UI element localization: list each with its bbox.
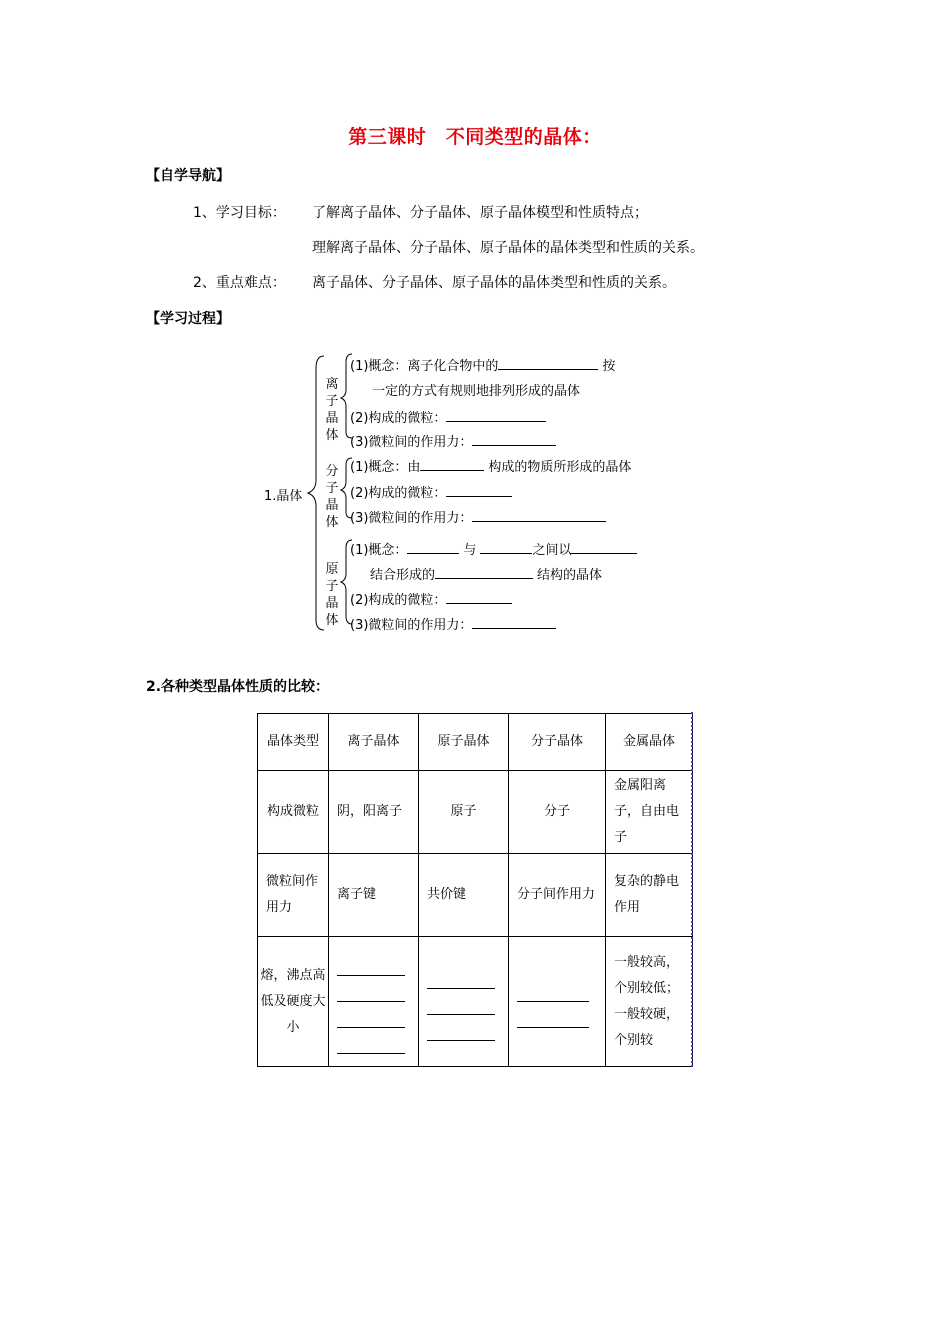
blank-field[interactable] bbox=[472, 614, 556, 629]
table-header-cell: 金属晶体 bbox=[606, 714, 693, 771]
table-header-row bbox=[258, 714, 693, 771]
ionic-crystal-label bbox=[325, 376, 339, 444]
molecular-concept-text: (1)概念：由 bbox=[350, 460, 421, 475]
table-cell-answer-lines[interactable] bbox=[509, 937, 606, 1067]
section-heading-nav: 【自学导航】 bbox=[146, 168, 230, 184]
table-cell: 复杂的静电作用 bbox=[606, 854, 693, 937]
blank-field[interactable] bbox=[446, 482, 512, 497]
atomic-char: 晶 bbox=[325, 596, 339, 611]
table-header-cell: 原子晶体 bbox=[419, 714, 509, 771]
table-cell: 原子 bbox=[419, 771, 509, 854]
table-cell: 分子间作用力 bbox=[509, 854, 606, 937]
atomic-crystal-label bbox=[325, 561, 339, 629]
molecular-char: 晶 bbox=[325, 498, 339, 513]
row-label: 熔，沸点高低及硬度大小 bbox=[258, 937, 329, 1067]
molecular-concept-text-b: 构成的物质所形成的晶体 bbox=[488, 460, 632, 475]
blank-field[interactable] bbox=[480, 539, 532, 554]
blank-field[interactable] bbox=[498, 355, 598, 370]
atomic-char: 体 bbox=[325, 613, 339, 628]
molecular-particles-text: (2)构成的微粒： bbox=[350, 486, 447, 501]
ionic-particles bbox=[350, 407, 546, 426]
table-right-margin-line bbox=[691, 712, 693, 1067]
table-header-cell: 分子晶体 bbox=[509, 714, 606, 771]
blank-field[interactable] bbox=[435, 564, 533, 579]
atomic-concept-line2-text-b: 结构的晶体 bbox=[537, 568, 603, 583]
atomic-concept-text: (1)概念： bbox=[350, 543, 408, 558]
table-cell-answer-lines[interactable] bbox=[419, 937, 509, 1067]
blank-field[interactable] bbox=[571, 539, 637, 554]
ionic-force bbox=[350, 431, 556, 450]
table-cell: 共价键 bbox=[419, 854, 509, 937]
goal-line-1: 了解离子晶体、分子晶体、原子晶体模型和性质特点； bbox=[312, 205, 648, 221]
table-cell: 金属阳离子，自由电子 bbox=[606, 771, 693, 854]
goal-label: 1、学习目标： bbox=[193, 205, 286, 221]
table-cell: 离子键 bbox=[329, 854, 419, 937]
table-row bbox=[258, 771, 693, 854]
atomic-char: 原 bbox=[325, 562, 339, 577]
atomic-concept bbox=[350, 539, 637, 558]
row-label: 构成微粒 bbox=[258, 771, 329, 854]
ionic-char: 晶 bbox=[325, 411, 339, 426]
ionic-char: 子 bbox=[325, 394, 339, 409]
ionic-concept bbox=[350, 355, 615, 374]
atomic-force-text: (3)微粒间的作用力： bbox=[350, 618, 473, 633]
table-header-cell: 离子晶体 bbox=[329, 714, 419, 771]
blank-field[interactable] bbox=[446, 407, 546, 422]
molecular-concept bbox=[350, 456, 631, 475]
page-title: 第三课时 不同类型的晶体： bbox=[348, 126, 602, 148]
table-cell: 分子 bbox=[509, 771, 606, 854]
atomic-force bbox=[350, 614, 556, 633]
molecular-crystal-label bbox=[325, 463, 339, 531]
atomic-concept-text-c: 之间以 bbox=[532, 543, 572, 558]
molecular-force bbox=[350, 507, 606, 526]
atomic-concept-line2 bbox=[370, 564, 602, 583]
molecular-char: 子 bbox=[325, 481, 339, 496]
ionic-concept-line2: 一定的方式有规则地排列形成的晶体 bbox=[372, 384, 581, 399]
blank-field[interactable] bbox=[472, 507, 606, 522]
ionic-char: 离 bbox=[325, 377, 339, 392]
atomic-particles bbox=[350, 589, 512, 608]
molecular-particles bbox=[350, 482, 512, 501]
table-cell-answer-lines[interactable] bbox=[329, 937, 419, 1067]
molecular-char: 分 bbox=[325, 464, 339, 479]
table-row bbox=[258, 854, 693, 937]
ionic-concept-text-b: 按 bbox=[602, 359, 616, 374]
ionic-char: 体 bbox=[325, 428, 339, 443]
comparison-table bbox=[257, 713, 693, 1067]
blank-field[interactable] bbox=[420, 456, 484, 471]
atomic-concept-text-b: 与 bbox=[463, 543, 477, 558]
blank-field[interactable] bbox=[407, 539, 459, 554]
blank-field[interactable] bbox=[472, 431, 556, 446]
blank-field[interactable] bbox=[446, 589, 512, 604]
ionic-force-text: (3)微粒间的作用力： bbox=[350, 435, 473, 450]
row-label: 微粒间作用力 bbox=[258, 854, 329, 937]
key-text: 离子晶体、分子晶体、原子晶体的晶体类型和性质的关系。 bbox=[312, 275, 676, 291]
table-cell: 一般较高，个别较低；一般较硬，个别较 bbox=[606, 937, 693, 1067]
tree-root: 1.晶体 bbox=[264, 489, 303, 504]
molecular-char: 体 bbox=[325, 515, 339, 530]
ionic-concept-text: (1)概念：离子化合物中的 bbox=[350, 359, 499, 374]
atomic-char: 子 bbox=[325, 579, 339, 594]
goal-line-2: 理解离子晶体、分子晶体、原子晶体的晶体类型和性质的关系。 bbox=[312, 240, 704, 256]
comparison-heading: 2.各种类型晶体性质的比较： bbox=[146, 679, 330, 695]
key-label: 2、重点难点： bbox=[193, 275, 286, 291]
section-heading-process: 【学习过程】 bbox=[146, 311, 230, 327]
table-row bbox=[258, 937, 693, 1067]
table-cell: 阴，阳离子 bbox=[329, 771, 419, 854]
ionic-particles-text: (2)构成的微粒： bbox=[350, 411, 447, 426]
molecular-force-text: (3)微粒间的作用力： bbox=[350, 511, 473, 526]
atomic-concept-line2-text: 结合形成的 bbox=[370, 568, 436, 583]
atomic-particles-text: (2)构成的微粒： bbox=[350, 593, 447, 608]
table-header-cell: 晶体类型 bbox=[258, 714, 329, 771]
